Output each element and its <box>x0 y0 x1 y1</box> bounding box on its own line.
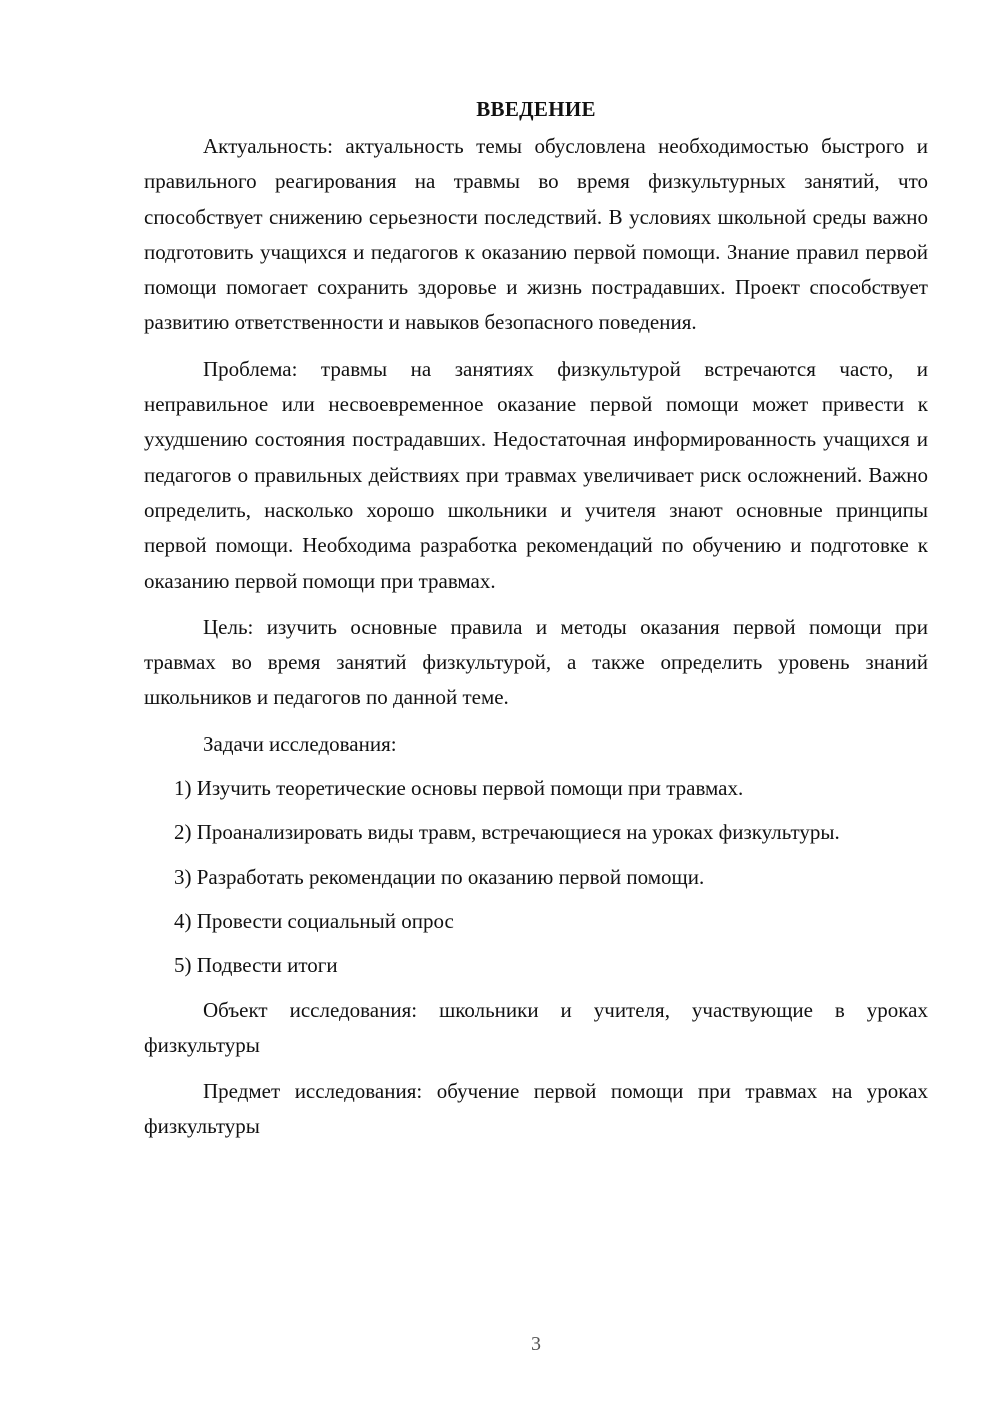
paragraph-object: Объект исследования: школьники и учителя, участвующие в уроках физкультуры <box>144 997 928 1057</box>
paragraph-problem: Проблема: травмы на занятиях физкультурой встречаются часто, и неправильное или несвоевременное оказание первой помощи может привести к ухудшению состояния пострадавших. Недостаточная информированность учащихся и педагогов о правильных действиях при травмах увеличивает риск осложнений. Важно определить, насколько хорошо школьники и учителя знают основные принципы первой помощи. Необходима разработка рекомендаций по обучению и подготовке к оказанию первой помощи при травмах. <box>144 356 928 593</box>
page-title: ВВЕДЕНИЕ <box>476 97 596 121</box>
task-item: 5) Подвести итоги <box>174 953 338 978</box>
task-item: 4) Провести социальный опрос <box>174 908 454 933</box>
task-item: 1) Изучить теоретические основы первой помощи при травмах. <box>174 776 744 801</box>
tasks-list <box>144 771 928 983</box>
task-item: 2) Проанализировать виды травм, встречающиеся на уроках физкультуры. <box>174 820 840 845</box>
page-content <box>144 92 928 1156</box>
task-item: 3) Разработать рекомендации по оказанию первой помощи. <box>174 864 705 889</box>
page-number: 3 <box>531 1333 541 1355</box>
paragraph-goal: Цель: изучить основные правила и методы оказания первой помощи при травмах во время занятий физкультурой, а также определить уровень знаний школьников и педагогов по данной теме. <box>144 614 928 710</box>
tasks-heading: Задачи исследования: <box>203 731 397 756</box>
paragraph-subject: Предмет исследования: обучение первой помощи при травмах на уроках физкультуры <box>144 1079 928 1139</box>
paragraph-relevance: Актуальность: актуальность темы обусловлена необходимостью быстрого и правильного реагирования на травмы во время физкультурных занятий, что способствует снижению серьезности последствий. В условиях школьной среды важно подготовить учащихся и педагогов к оказанию первой помощи. Знание правил первой помощи помогает сохранить здоровье и жизнь пострадавших. Проект способствует развитию ответственности и навыков безопасного поведения. <box>144 134 928 335</box>
